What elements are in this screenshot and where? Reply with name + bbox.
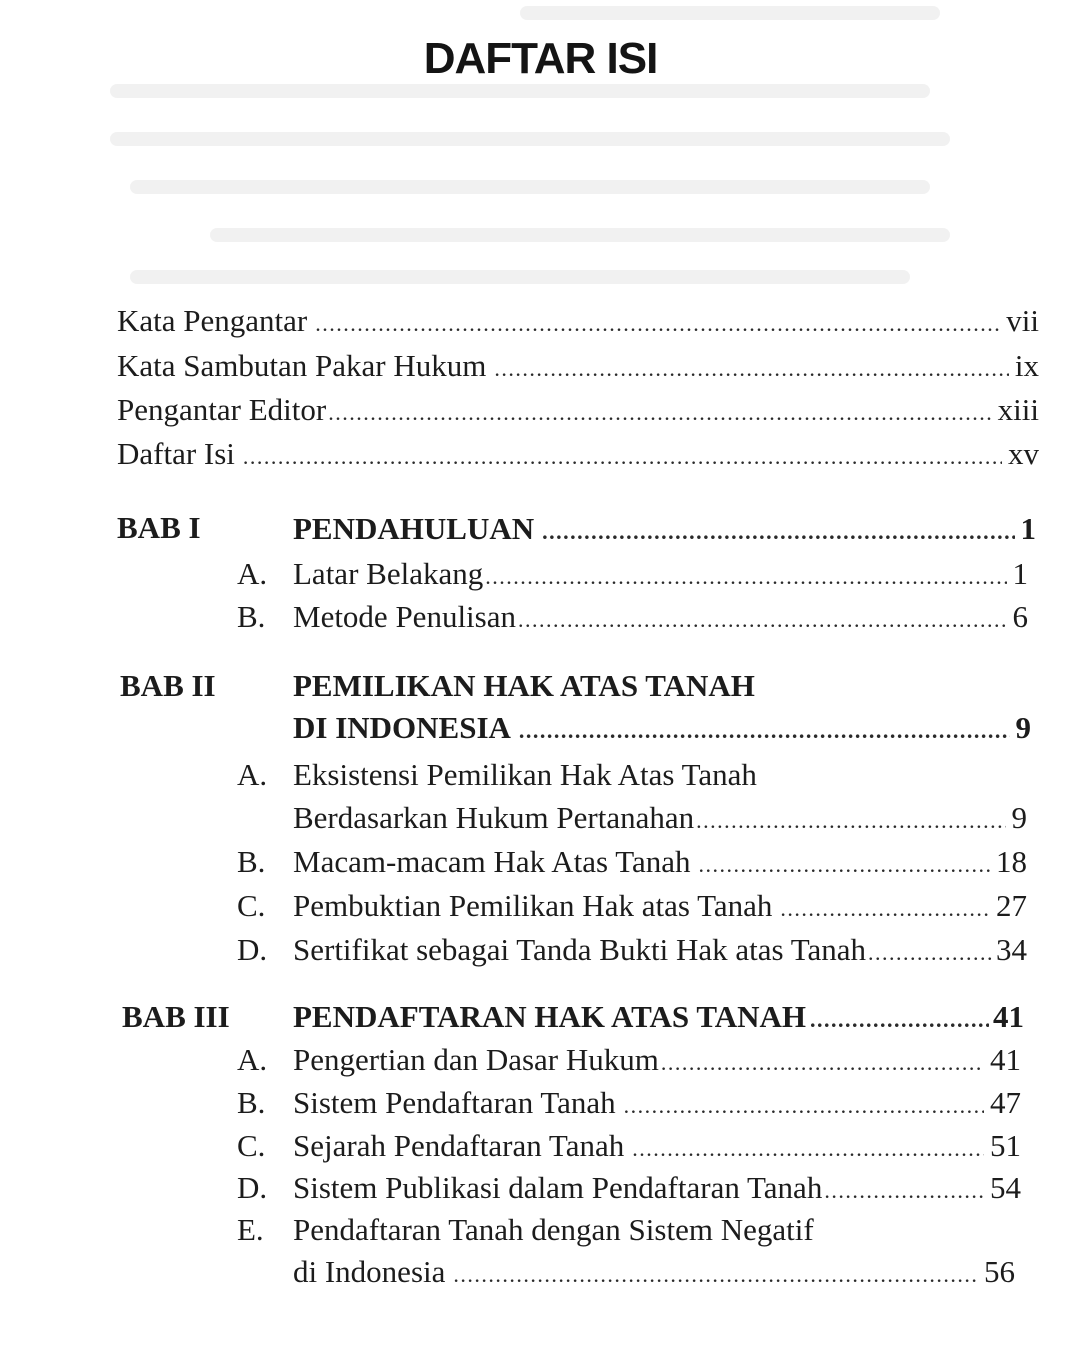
- leader-dots: [518, 609, 1007, 631]
- toc-section-row: [293, 846, 1027, 877]
- toc-entry-front-1: [117, 305, 1039, 336]
- leader-dots: [243, 446, 1002, 468]
- section-page: 27: [996, 888, 1027, 923]
- entry-title: Daftar Isi: [117, 436, 235, 471]
- section-title: Metode Penulisan: [293, 599, 516, 634]
- chapter-page: 41: [993, 999, 1024, 1034]
- section-letter: A.: [237, 1042, 268, 1077]
- section-letter: C.: [237, 1128, 266, 1163]
- entry-page: vii: [1006, 303, 1039, 338]
- section-letter: E.: [237, 1212, 264, 1247]
- section-page: 54: [990, 1170, 1021, 1205]
- section-title: Sistem Publikasi dalam Pendaftaran Tanah: [293, 1170, 823, 1205]
- section-page: 41: [990, 1042, 1021, 1077]
- section-title: Pengertian dan Dasar Hukum: [293, 1042, 659, 1077]
- chapter-title: PENDAFTARAN HAK ATAS TANAH: [293, 999, 806, 1034]
- entry-title: Pengantar Editor: [117, 392, 327, 427]
- leader-dots: [519, 720, 1010, 742]
- leader-dots: [328, 402, 991, 424]
- section-title: Sejarah Pendaftaran Tanah: [293, 1128, 625, 1163]
- toc-section-row: [293, 1087, 1021, 1118]
- chapter-title: PENDAHULUAN: [293, 511, 535, 546]
- leader-dots: [696, 810, 1005, 832]
- chapter-title-row: [293, 712, 1031, 743]
- section-page: 51: [990, 1128, 1021, 1163]
- chapter-label: BAB III: [122, 999, 230, 1034]
- toc-entry-front-3: [117, 394, 1039, 425]
- section-page: 6: [1012, 599, 1028, 634]
- entry-title: Kata Pengantar: [117, 303, 308, 338]
- entry-page: xv: [1008, 436, 1039, 471]
- section-title-line2: di Indonesia: [293, 1254, 446, 1289]
- toc-section-row: [293, 802, 1027, 833]
- toc-section-row: [293, 1044, 1021, 1075]
- section-letter: B.: [237, 599, 266, 634]
- section-letter: B.: [237, 844, 266, 879]
- chapter-title-row: [293, 1001, 1024, 1032]
- section-letter: B.: [237, 1085, 266, 1120]
- toc-section-row: [293, 890, 1027, 921]
- leader-dots: [453, 1264, 978, 1286]
- leader-dots: [485, 566, 1006, 588]
- section-title-line2: Berdasarkan Hukum Pertanahan: [293, 800, 695, 835]
- chapter-title-line1: PEMILIKAN HAK ATAS TANAH: [293, 668, 755, 703]
- page-title: DAFTAR ISI: [423, 34, 658, 83]
- toc-section-row: [293, 934, 1027, 965]
- section-title: Latar Belakang: [293, 556, 484, 591]
- section-page: 18: [996, 844, 1027, 879]
- section-page: 47: [990, 1085, 1021, 1120]
- toc-section-row: [293, 1256, 1015, 1287]
- leader-dots: [494, 358, 1009, 380]
- toc-entry-front-4: [117, 438, 1039, 469]
- chapter-title-row: [293, 513, 1036, 544]
- section-title: Macam-macam Hak Atas Tanah: [293, 844, 691, 879]
- leader-dots: [780, 898, 990, 920]
- section-letter: D.: [237, 1170, 268, 1205]
- toc-entry-front-2: [117, 350, 1039, 381]
- chapter-page: 1: [1020, 511, 1036, 546]
- toc-section-row: [293, 601, 1028, 632]
- leader-dots: [810, 1009, 989, 1031]
- section-page: 34: [996, 932, 1027, 967]
- leader-dots: [661, 1052, 984, 1074]
- toc-section-row: [293, 1172, 1021, 1203]
- entry-title: Kata Sambutan Pakar Hukum: [117, 348, 487, 383]
- section-page: 1: [1012, 556, 1028, 591]
- chapter-page: 9: [1015, 710, 1031, 745]
- section-title: Pembuktian Pemilikan Hak atas Tanah: [293, 888, 773, 923]
- toc-section-row: [293, 1130, 1021, 1161]
- chapter-label: BAB I: [117, 510, 201, 545]
- leader-dots: [632, 1138, 984, 1160]
- leader-dots: [315, 313, 1000, 335]
- section-letter: C.: [237, 888, 266, 923]
- section-title-line1: Eksistensi Pemilikan Hak Atas Tanah: [293, 757, 757, 792]
- entry-page: xiii: [997, 392, 1039, 427]
- leader-dots: [624, 1095, 984, 1117]
- section-page: 9: [1011, 800, 1027, 835]
- section-page: 56: [984, 1254, 1015, 1289]
- section-letter: A.: [237, 556, 268, 591]
- section-letter: A.: [237, 757, 268, 792]
- chapter-title-line2: DI INDONESIA: [293, 710, 511, 745]
- section-title: Sertifikat sebagai Tanda Bukti Hak atas Tanah: [293, 932, 867, 967]
- leader-dots: [868, 942, 992, 964]
- leader-dots: [699, 854, 990, 876]
- chapter-label: BAB II: [120, 668, 216, 703]
- toc-section-row: [293, 558, 1028, 589]
- section-title: Sistem Pendaftaran Tanah: [293, 1085, 616, 1120]
- leader-dots: [824, 1180, 986, 1202]
- section-title-line1: Pendaftaran Tanah dengan Sistem Negatif: [293, 1212, 814, 1247]
- section-letter: D.: [237, 932, 268, 967]
- leader-dots: [542, 521, 1014, 543]
- entry-page: ix: [1014, 348, 1039, 383]
